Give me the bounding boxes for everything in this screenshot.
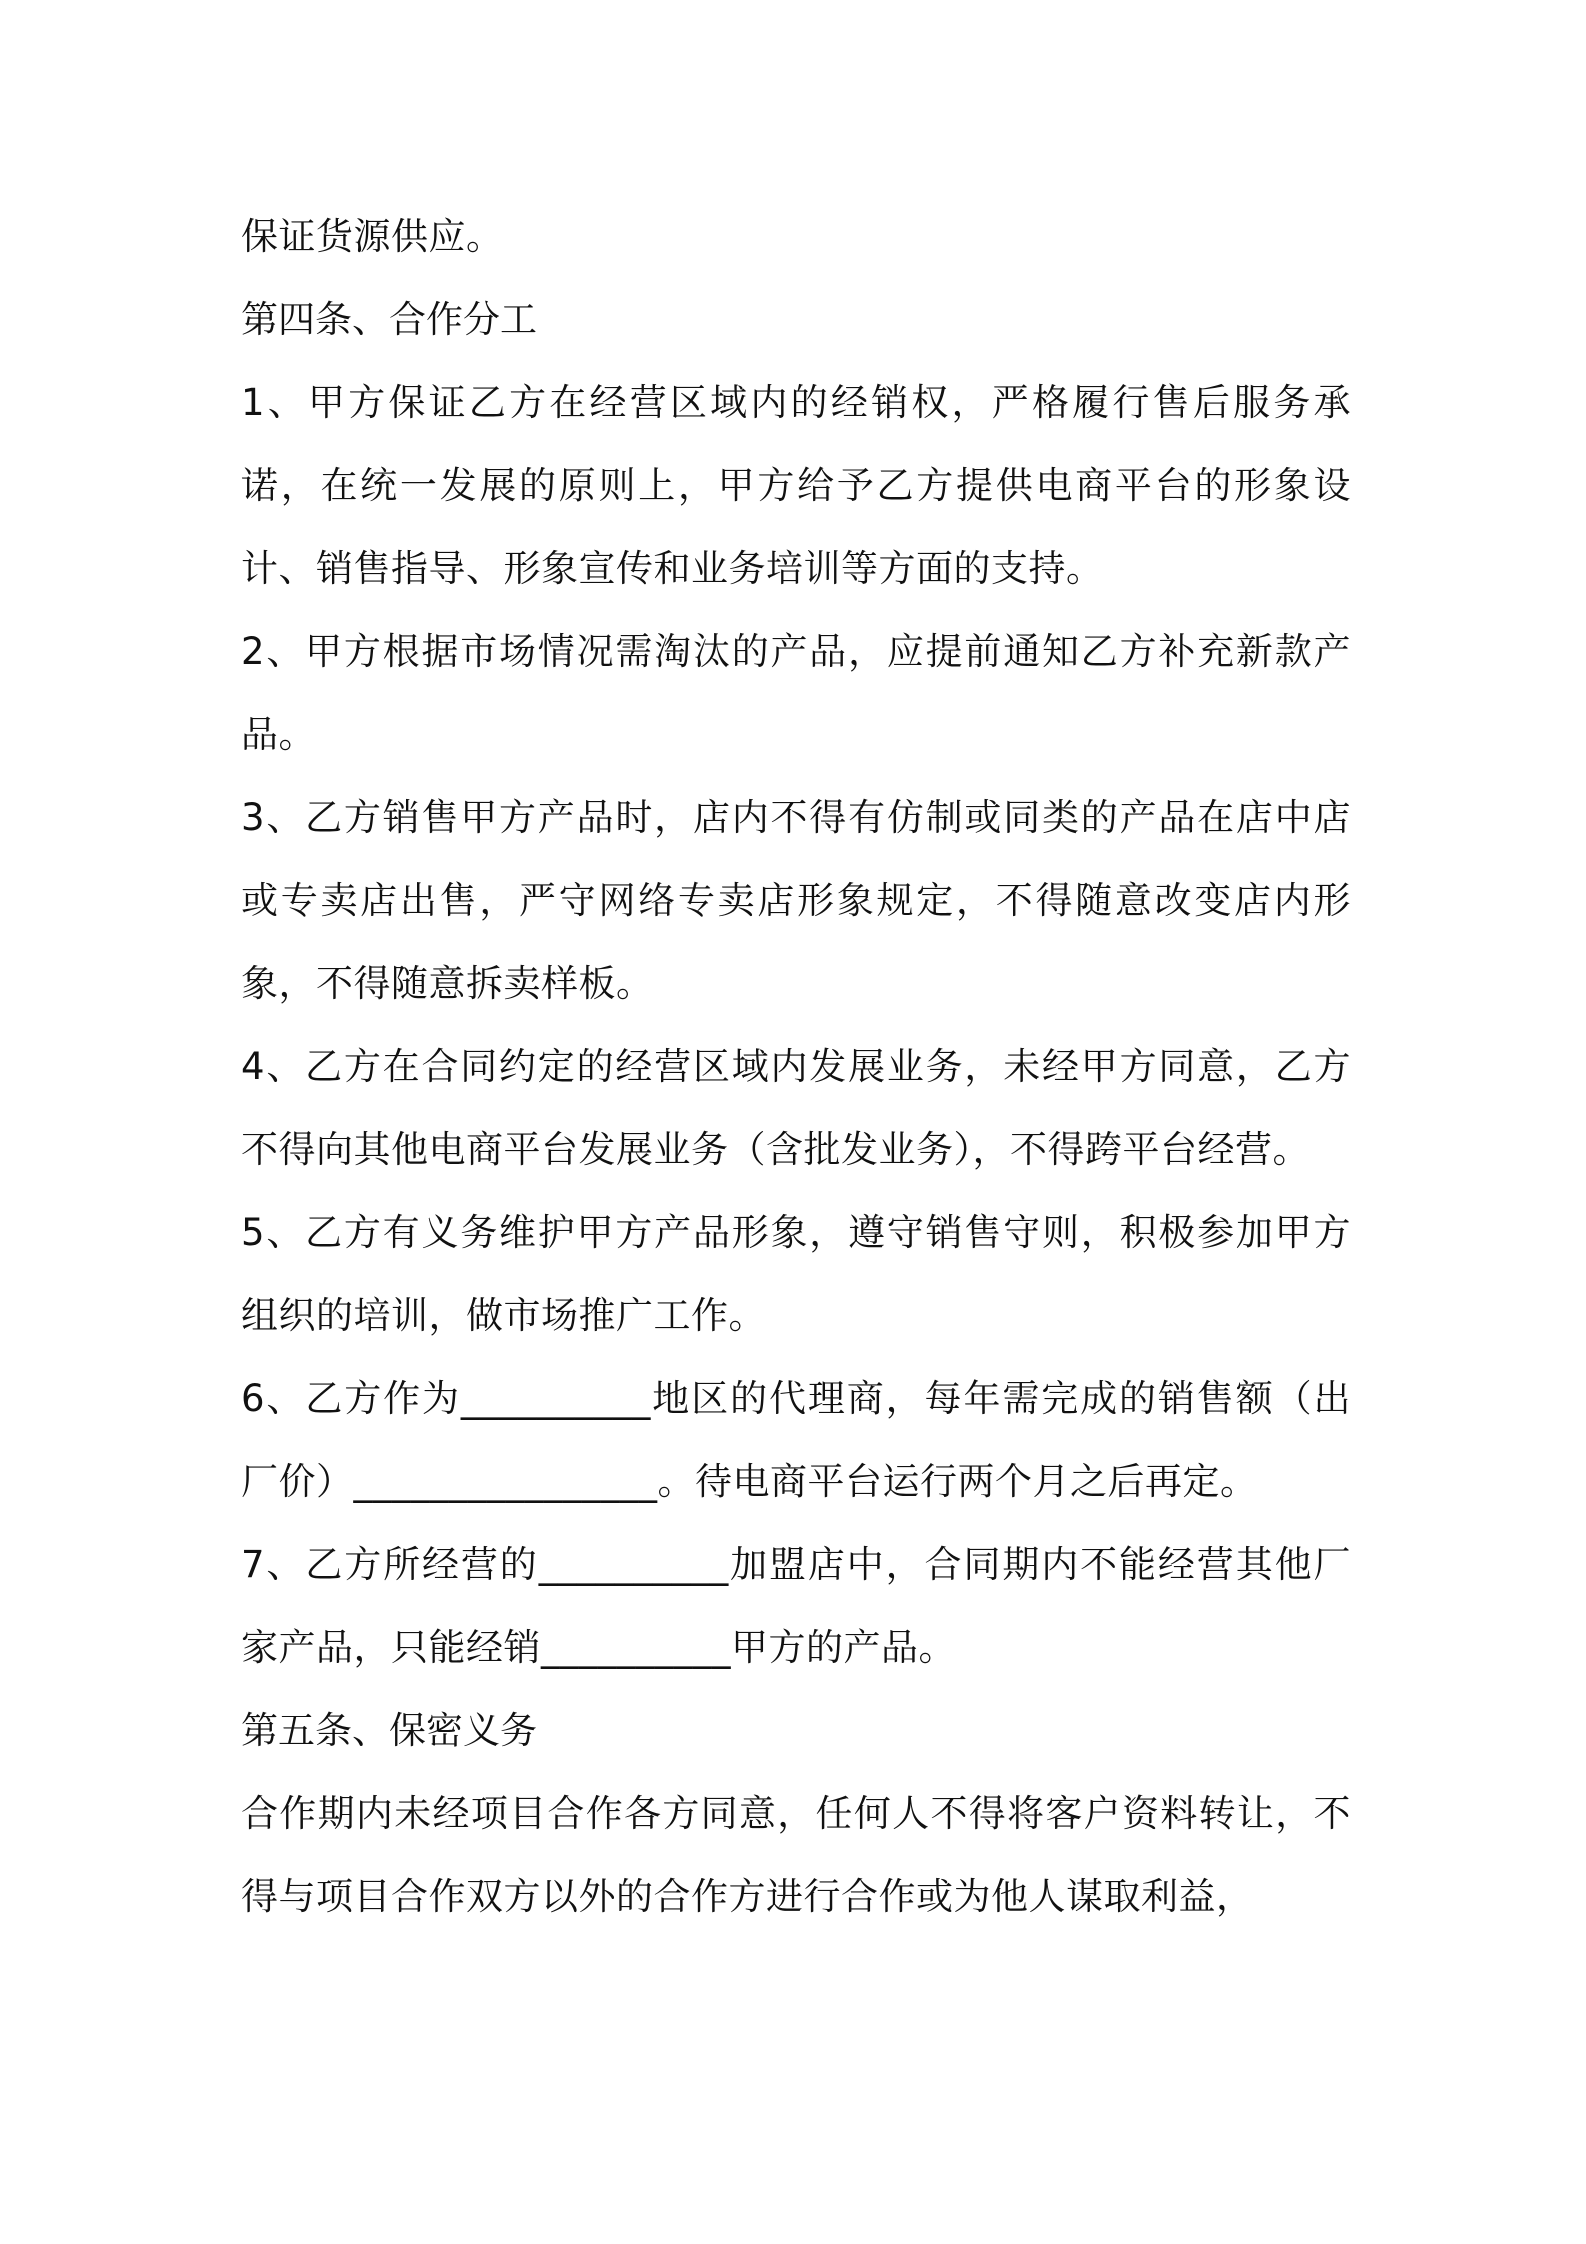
- paragraph-clause-2: 2、甲方根据市场情况需淘汰的产品，应提前通知乙方补充新款产品。: [241, 630, 1351, 756]
- paragraph-clause-3: 3、乙方销售甲方产品时，店内不得有仿制或同类的产品在店中店或专卖店出售，严守网络专卖店形象规定，不得随意改变店内形象，不得随意拆卖样板。: [241, 796, 1351, 1005]
- document-page: [241, 195, 1351, 1938]
- heading-article-5: 第五条、保密义务: [241, 1709, 537, 1752]
- heading-article-4: 第四条、合作分工: [241, 298, 537, 341]
- paragraph-clause-4: 4、乙方在合同约定的经营区域内发展业务，未经甲方同意，乙方不得向其他电商平台发展业务（含批发业务），不得跨平台经营。: [241, 1045, 1351, 1171]
- paragraph-clause-6: 6、乙方作为__________地区的代理商，每年需完成的销售额（出厂价）________________。待电商平台运行两个月之后再定。: [241, 1377, 1351, 1503]
- paragraph-clause-1: 1、甲方保证乙方在经营区域内的经销权，严格履行售后服务承诺，在统一发展的原则上，甲方给予乙方提供电商平台的形象设计、销售指导、形象宣传和业务培训等方面的支持。: [241, 381, 1351, 590]
- paragraph-clause-5: 5、乙方有义务维护甲方产品形象，遵守销售守则，积极参加甲方组织的培训，做市场推广工作。: [241, 1211, 1351, 1337]
- paragraph-clause-7: 7、乙方所经营的__________加盟店中，合同期内不能经营其他厂家产品，只能经销__________甲方的产品。: [241, 1543, 1351, 1669]
- paragraph-confidentiality: 合作期内未经项目合作各方同意，任何人不得将客户资料转让，不得与项目合作双方以外的合作方进行合作或为他人谋取利益，: [241, 1792, 1351, 1918]
- paragraph-supply: 保证货源供应。: [241, 215, 504, 258]
